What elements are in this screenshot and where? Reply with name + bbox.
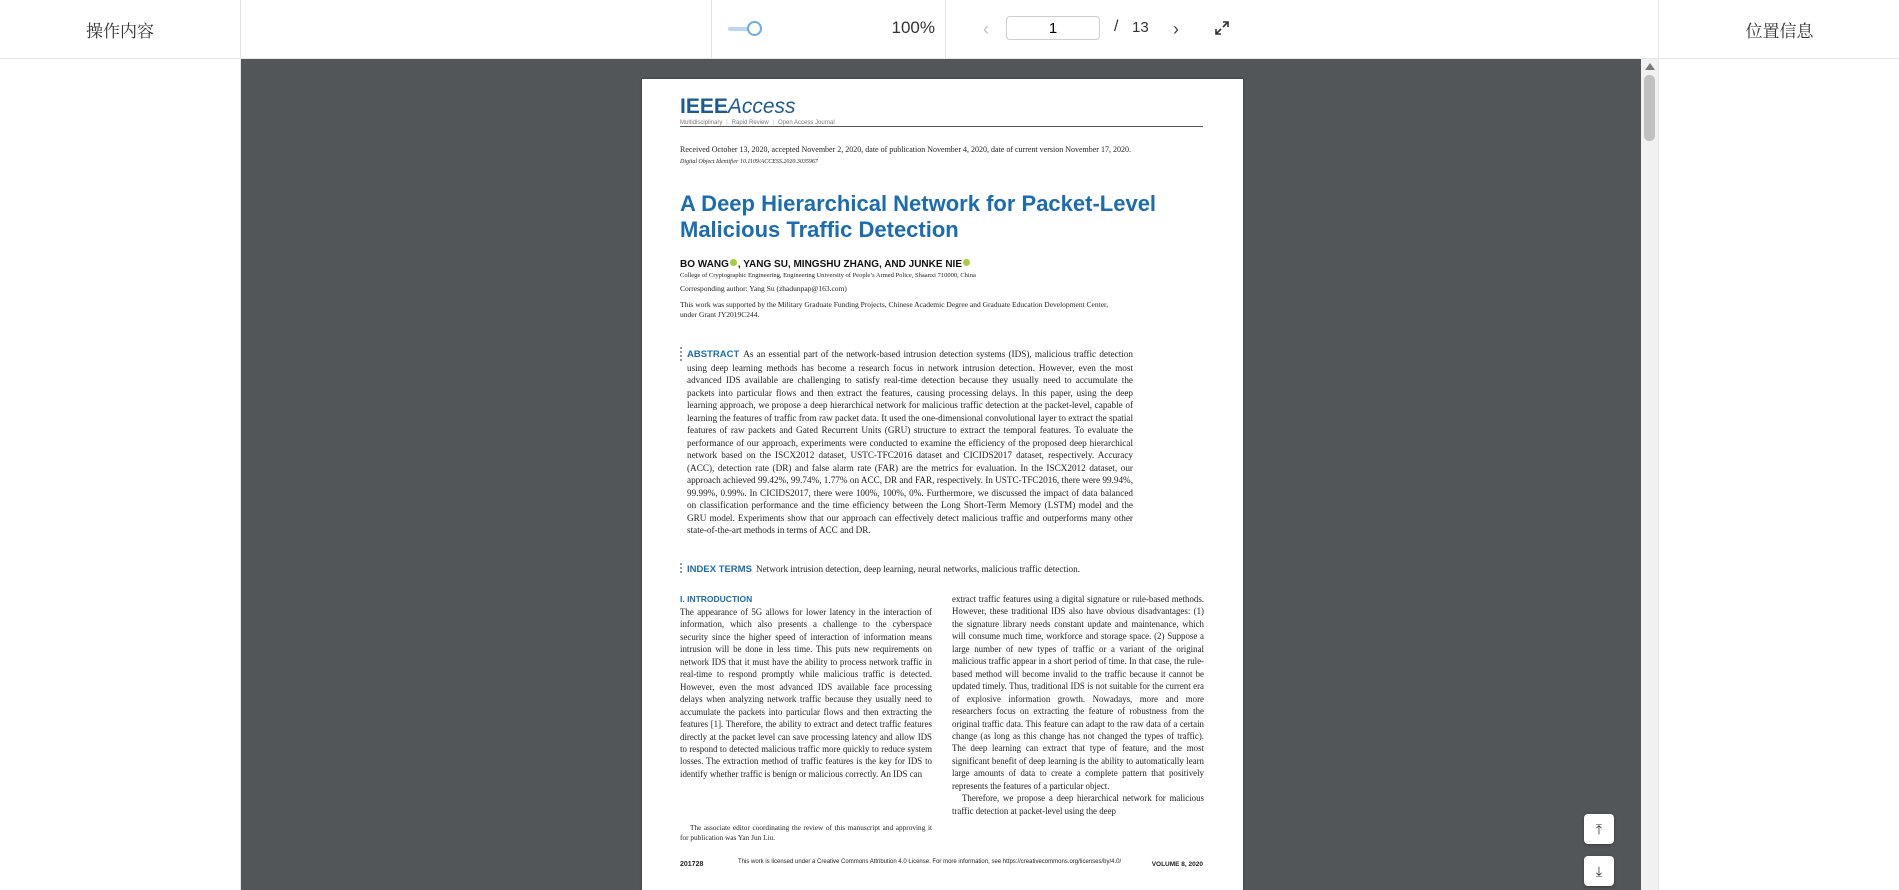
abstract [687,348,1133,537]
left-panel-title: 操作内容 [0,0,240,59]
prev-page-icon[interactable]: ‹ [983,18,989,39]
index-terms: INDEX TERMS Network intrusion detection, deep learning, neural networks, malicious traffic detection. [687,564,1081,575]
pdf-viewer[interactable] [241,59,1658,890]
corresponding-author: Corresponding author: Yang Su (zhadunpap@163.com) [680,284,847,293]
page-separator: / [1114,18,1119,35]
footnote: The associate editor coordinating the review of this manuscript and approving it for publication was Yan Jun Liu. [680,823,932,842]
license-note: This work is licensed under a Creative Commons Attribution 4.0 License. For more information, see https://creativecommons.org/licenses/by/4.0/ [738,859,1122,865]
orcid-icon[interactable] [730,259,737,266]
doi: Digital Object Identifier 10.1109/ACCESS.2020.3035967 [680,159,818,165]
index-terms-marker [680,563,682,575]
index-terms-label: INDEX TERMS [687,564,752,575]
authors: BO WANG , YANG SU, MINGSHU ZHANG, AND JUNKE NIE [680,259,971,270]
vertical-scrollbar[interactable] [1641,59,1658,890]
scroll-to-bottom-icon[interactable]: ⤓ [1584,856,1614,886]
intro-left-column: The appearance of 5G allows for lower latency in the interaction of information, which also presents a challenge to the cyberspace security since the higher speed of interaction of information means intrusion will be done in less time. This puts new requirements on network IDS that it must have the ability to process network traffic in real-time to respond promptly while malicious traffic is detected. However, even the most advanced IDS available face processing delays when analyzing network traffic because they usually need to accumulate the packets into particular flows and then extracting the features [1]. Therefore, the ability to extract and detect traffic features directly at the packet level can save processing latency and allow IDS to respond to detected malicious traffic more quickly to reduce system losses. The extraction method of traffic features is the key for IDS to identify whether traffic is benign or malicious correctly. An IDS can [680,607,932,779]
page-number-input[interactable] [1006,16,1100,40]
fullscreen-icon[interactable] [1211,17,1233,39]
right-panel [1658,0,1899,890]
received-dates: Received October 13, 2020, accepted November 2, 2020, date of publication November 4, 2020, date of current version November 17, 2020. [680,145,1131,154]
zoom-value: 100% [891,18,935,37]
affiliation: College of Cryptographic Engineering, Engineering University of People’s Armed Police, Shaanxi 710000, China [680,272,976,279]
zoom-slider-handle[interactable] [747,21,762,36]
page-footer [680,861,1203,871]
right-panel-title: 位置信息 [1659,0,1899,59]
next-page-icon[interactable]: › [1173,18,1179,39]
paper-title: A Deep Hierarchical Network for Packet-Level Malicious Traffic Detection [680,191,1157,242]
viewer-toolbar [241,0,1658,59]
header-rule [680,126,1203,127]
pdf-page [642,79,1243,890]
section-heading: I. INTRODUCTION [680,594,753,604]
funding-note: This work was supported by the Military Graduate Funding Projects, Chinese Academic Degree and Graduate Education Development Center, under Grant JY2019C244. [680,300,1109,319]
scroll-up-arrow[interactable] [1645,63,1655,70]
intro-right-column: extract traffic features using a digital signature or rule-based methods. However, these traditional IDS also have obvious disadvantages: (1) the signature library needs constant update and maintenance, which will consume much time, workforce and storage space. (2) Suppose a large number of new types of traffic or a variant of the original malicious traffic appear in a short period of time. In that case, the rule-based method will become invalid to the traffic because it cannot be updated timely. Thus, traditional IDS is not suitable for the current era of explosive information growth. Nowadays, more and more researchers focus on extracting the feature of robustness from the original traffic data. This feature can adapt to the raw data of a certain change (as long as this change has not changed the types of traffic). The deep learning can extract that type of feature, and the most significant benefit of deep learning is the ability to automatically learn large amounts of data to create a complete pattern that positively represents the features of a particular object. Therefore, we propose a deep hierarchical network for malicious traffic detection at packet-level using the deep [952,594,1204,816]
volume: VOLUME 8, 2020 [1151,861,1203,868]
page-number: 201728 [680,861,704,868]
ieee-access-logo: IEEEAccess [680,95,796,118]
logo-tagline: Multidisciplinary ⋮ Rapid Review ⋮ Open Access Journal [680,120,835,126]
scroll-thumb[interactable] [1644,75,1655,141]
zoom-control [711,0,946,58]
abstract-text: As an essential part of the network-based intrusion detection systems (IDS), malicious traffic detection using deep learning methods has become a research focus in network intrusion detection. However, even the most advanced IDS available are challenging to satisfy real-time detection because they usually need to accumulate the packets into particular flows and then extract the features, causing processing delays. In this paper, using the deep learning approach, we propose a deep hierarchical network for malicious traffic detection at the packet-level, capable of learning the features of traffic from raw packet data. It used the one-dimensional convolutional layer to extract the spatial features of raw packets and Gated Recurrent Units (GRU) structure to extract the temporal features. To evaluate the performance of our approach, experiments were conducted to examine the efficiency of the proposed deep hierarchical network based on the ISCX2012 dataset, USTC-TFC2016 dataset and CICIDS2017 dataset, respectively. Accuracy (ACC), detection rate (DR) and false alarm rate (FAR) are the metrics for evaluation. In the ISCX2012 dataset, our approach achieved 99.42%, 99.74%, 1.77% on ACC, DR and FAR, respectively. In USTC-TFC2016, there were 99.94%, 99.99%, 0.99%. In CICIDS2017, there were 100%, 100%, 0%. Furthermore, we discussed the impact of data balanced on classification performance and the time efficiency between the Long Short-Term Memory (LSTM) model and the GRU model. Experiments show that our approach can effectively detect malicious traffic and outperforms many other state-of-the-art methods in terms of ACC and DR. [687,349,1134,535]
scroll-to-top-icon[interactable]: ⤒ [1584,814,1614,844]
abstract-label: ABSTRACT [687,349,740,360]
orcid-icon[interactable] [963,259,970,266]
left-panel [0,0,241,890]
page-total: 13 [1132,19,1149,36]
abstract-marker [680,347,682,361]
